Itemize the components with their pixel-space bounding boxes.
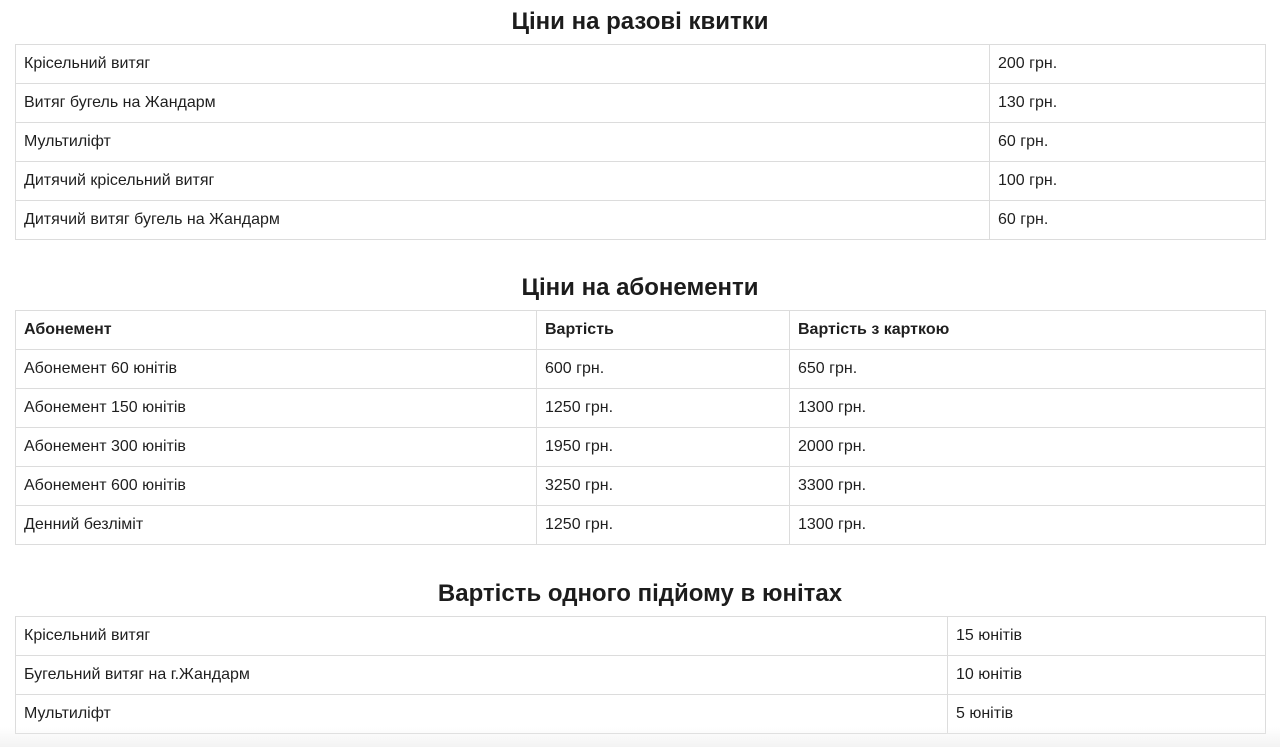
subscription-name: Абонемент 150 юнітів: [16, 389, 537, 428]
ticket-name: Витяг бугель на Жандарм: [16, 84, 990, 123]
ride-cost-table: [15, 616, 1266, 734]
subscription-price: 1250 грн.: [537, 389, 790, 428]
lift-name: Мультиліфт: [16, 695, 948, 734]
ticket-price: 130 грн.: [990, 84, 1266, 123]
table-row: [16, 162, 1266, 201]
table-row: [16, 84, 1266, 123]
ticket-name: Крісельний витяг: [16, 45, 990, 84]
table-row: [16, 467, 1266, 506]
column-header-price-with-card: Вартість з карткою: [790, 311, 1266, 350]
subscriptions-table: [15, 310, 1266, 545]
subscription-price: 1950 грн.: [537, 428, 790, 467]
lift-units: 10 юнітів: [948, 656, 1266, 695]
single-tickets-title: Ціни на разові квитки: [511, 8, 769, 35]
subscription-name: Абонемент 300 юнітів: [16, 428, 537, 467]
table-row: [16, 389, 1266, 428]
subscription-price-card: 3300 грн.: [790, 467, 1266, 506]
subscription-name: Денний безліміт: [16, 506, 537, 545]
subscription-price: 1250 грн.: [537, 506, 790, 545]
single-tickets-table: [15, 44, 1266, 240]
ticket-name: Дитячий крісельний витяг: [16, 162, 990, 201]
column-header-price: Вартість: [537, 311, 790, 350]
subscription-price: 600 грн.: [537, 350, 790, 389]
subscription-price-card: 1300 грн.: [790, 389, 1266, 428]
table-row: [16, 617, 1266, 656]
ticket-name: Мультиліфт: [16, 123, 990, 162]
ride-cost-title: Вартість одного підйому в юнітах: [437, 580, 843, 607]
subscription-price-card: 650 грн.: [790, 350, 1266, 389]
table-row: [16, 695, 1266, 734]
table-header-row: [16, 311, 1266, 350]
subscription-price: 3250 грн.: [537, 467, 790, 506]
lift-units: 15 юнітів: [948, 617, 1266, 656]
ticket-price: 60 грн.: [990, 123, 1266, 162]
subscription-price-card: 2000 грн.: [790, 428, 1266, 467]
subscriptions-title: Ціни на абонементи: [521, 274, 759, 301]
table-row: [16, 656, 1266, 695]
lift-name: Бугельний витяг на г.Жандарм: [16, 656, 948, 695]
subscription-price-card: 1300 грн.: [790, 506, 1266, 545]
subscription-name: Абонемент 60 юнітів: [16, 350, 537, 389]
ticket-price: 100 грн.: [990, 162, 1266, 201]
table-row: [16, 45, 1266, 84]
table-row: [16, 350, 1266, 389]
table-row: [16, 506, 1266, 545]
table-row: [16, 428, 1266, 467]
ticket-price: 200 грн.: [990, 45, 1266, 84]
ticket-name: Дитячий витяг бугель на Жандарм: [16, 201, 990, 240]
lift-name: Крісельний витяг: [16, 617, 948, 656]
table-row: [16, 201, 1266, 240]
lift-units: 5 юнітів: [948, 695, 1266, 734]
table-row: [16, 123, 1266, 162]
ticket-price: 60 грн.: [990, 201, 1266, 240]
column-header-subscription: Абонемент: [16, 311, 537, 350]
subscription-name: Абонемент 600 юнітів: [16, 467, 537, 506]
